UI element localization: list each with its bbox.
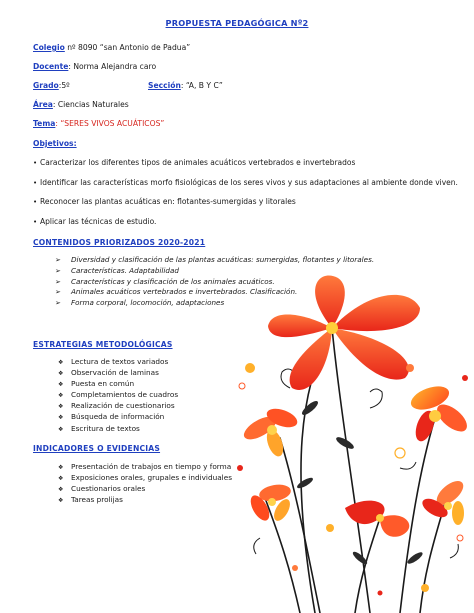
- grado-label: Grado: [33, 81, 59, 90]
- indicador-item: ❖ Tareas prolijas: [58, 494, 232, 505]
- bullet-icon: •: [33, 178, 38, 187]
- bullet-icon: •: [33, 198, 38, 206]
- colegio-line: [33, 43, 190, 52]
- contenidos-heading: CONTENIDOS PRIORIZADOS 2020-2021: [33, 238, 206, 247]
- diamond-bullet-icon: ❖: [58, 464, 64, 471]
- contenido-item: ➢ Forma corporal, locomoción, adaptaciones: [55, 298, 225, 308]
- estrategia-item: ❖ Búsqueda de información: [58, 411, 178, 422]
- tema-value: : “SERES VIVOS ACUÁTICOS”: [55, 119, 165, 128]
- arrow-bullet-icon: ➢: [55, 256, 61, 264]
- area-label: Área: [33, 100, 53, 109]
- indicador-item: ❖ Exposiciones orales, grupales e individuales: [58, 472, 232, 483]
- diamond-bullet-icon: ❖: [58, 497, 64, 505]
- objetivos-list: [33, 157, 458, 235]
- diamond-bullet-icon: ❖: [58, 414, 64, 422]
- estrategia-item: ❖ Lectura de textos variados: [58, 356, 178, 367]
- bullet-icon: •: [33, 217, 38, 226]
- contenido-item: ➢ Características y clasificación de los animales acuáticos.: [55, 276, 275, 286]
- document-title: PROPUESTA PEDAGÓGICA Nº2: [165, 18, 309, 28]
- objetivo-item: • Aplicar las técnicas de estudio.: [33, 216, 157, 226]
- bottom-flower-3: [419, 477, 467, 525]
- area-value: : Ciencias Naturales: [52, 100, 129, 109]
- indicador-item: ❖ Presentación de trabajos en tiempo y forma: [58, 461, 232, 472]
- grado-value: :5º: [58, 81, 70, 90]
- arrow-bullet-icon: ➢: [55, 299, 61, 308]
- seccion-value: : “A, B Y C”: [180, 81, 223, 90]
- colegio-value: nº 8090 “san Antonio de Padua”: [64, 43, 191, 52]
- estrategias-list: [58, 356, 178, 434]
- objetivos-heading: Objetivos:: [33, 139, 77, 148]
- estrategia-item: ❖ Realización de cuestionarios: [58, 400, 178, 411]
- bullet-icon: •: [33, 159, 38, 167]
- docente-value: : Norma Alejandra caro: [68, 62, 157, 71]
- diamond-bullet-icon: ❖: [58, 370, 64, 378]
- tema-label: Tema: [33, 119, 56, 128]
- diamond-bullet-icon: ❖: [58, 359, 64, 366]
- estrategia-item: ❖ Escritura de textos: [58, 423, 178, 434]
- diamond-bullet-icon: ❖: [58, 403, 64, 411]
- mid-left-flower: [240, 405, 299, 459]
- contenido-item: ➢ Animales acuáticos vertebrados e invertebrados. Clasificación.: [55, 287, 298, 297]
- bottom-flower-1: [247, 482, 293, 523]
- contenido-item: ➢ Características. Adaptabilidad: [55, 265, 179, 275]
- contenido-item: ➢ Diversidad y clasificación de las plantas acuáticas: sumergidas, flotantes y litorales.: [55, 255, 375, 264]
- docente-label: Docente: [33, 62, 69, 71]
- objetivo-item: • Identificar las características morfo fisiológicas de los seres vivos y sus adaptaciones al ambiente donde viven.: [33, 177, 458, 187]
- flower-illustration: [220, 268, 474, 613]
- diamond-bullet-icon: ❖: [58, 381, 64, 389]
- diamond-bullet-icon: ❖: [58, 475, 64, 483]
- tema-line: [33, 119, 164, 128]
- indicadores-list: [58, 461, 232, 505]
- seccion-line: [148, 81, 223, 90]
- arrow-bullet-icon: ➢: [55, 277, 61, 286]
- estrategias-heading: ESTRATEGIAS METODOLÓGICAS: [33, 340, 173, 349]
- area-line: [33, 100, 129, 109]
- arrow-bullet-icon: ➢: [55, 288, 61, 297]
- docente-line: [33, 62, 156, 71]
- indicador-item: ❖ Cuestionarios orales: [58, 483, 232, 494]
- estrategia-item: ❖ Completamientos de cuadros: [58, 389, 178, 400]
- diamond-bullet-icon: ❖: [58, 392, 64, 400]
- large-flower: [268, 275, 420, 389]
- objetivo-item: • Reconocer las plantas acuáticas en: flotantes-sumergidas y litorales: [33, 197, 296, 206]
- estrategia-item: ❖ Observación de laminas: [58, 367, 178, 378]
- indicadores-heading: INDICADORES O EVIDENCIAS: [33, 444, 161, 453]
- right-flower: [408, 382, 472, 444]
- grado-line: [33, 81, 70, 90]
- estrategia-item: ❖ Puesta en común: [58, 378, 178, 389]
- bottom-flower-2: [345, 501, 409, 537]
- diamond-bullet-icon: ❖: [58, 425, 64, 433]
- seccion-label: Sección: [148, 81, 181, 90]
- diamond-bullet-icon: ❖: [58, 486, 64, 494]
- arrow-bullet-icon: ➢: [55, 266, 61, 275]
- colegio-label: Colegio: [33, 43, 65, 52]
- objetivo-item: • Caracterizar los diferentes tipos de animales acuáticos vertebrados e invertebrados: [33, 158, 356, 167]
